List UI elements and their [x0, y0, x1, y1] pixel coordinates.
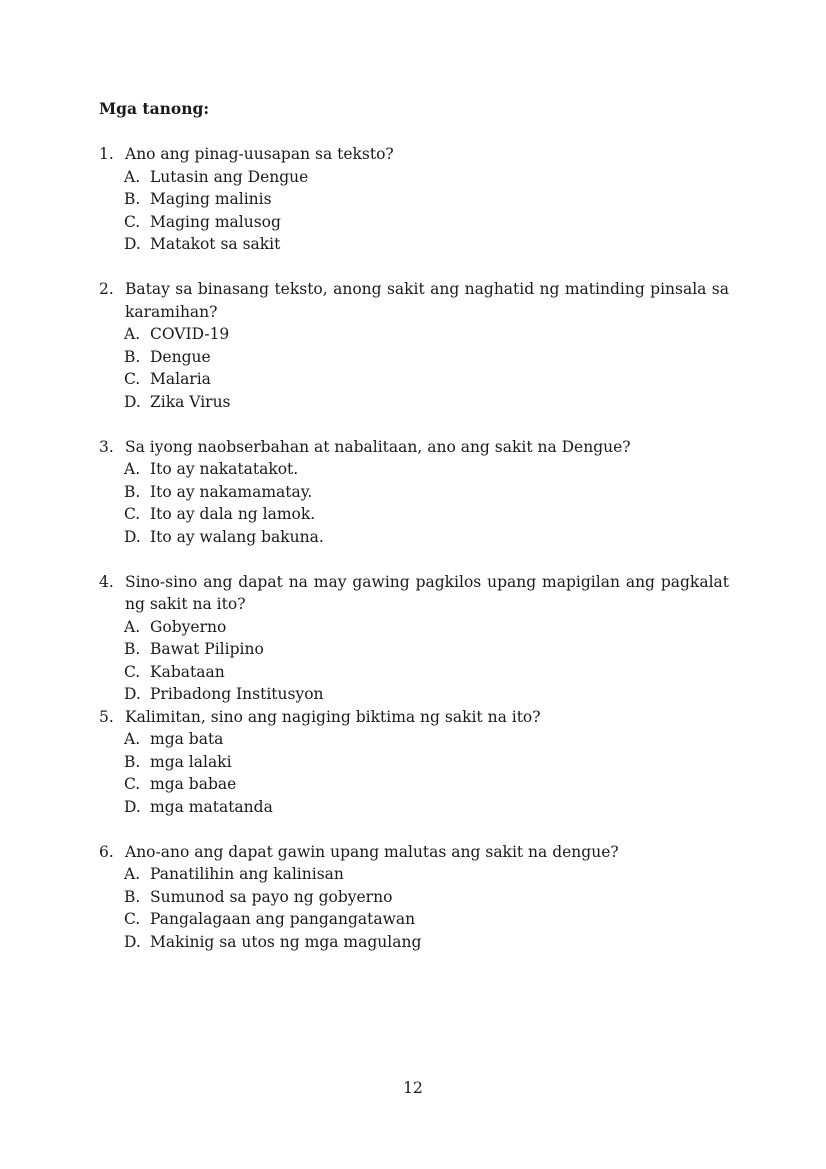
- option-row: [124, 503, 729, 526]
- option-row: [124, 751, 729, 774]
- option-text: Ito ay walang bakuna.: [150, 527, 324, 546]
- option-row: [124, 908, 729, 931]
- question-row: [99, 841, 729, 864]
- question-row: [99, 143, 729, 166]
- section-heading: Mga tanong:: [99, 99, 210, 118]
- option-letter: C.: [124, 212, 141, 231]
- option-row: [124, 368, 729, 391]
- options-list: [99, 323, 729, 413]
- option-row: [124, 886, 729, 909]
- option-row: [124, 458, 729, 481]
- option-row: [124, 526, 729, 549]
- option-letter: D.: [124, 235, 141, 253]
- option-row: [124, 233, 729, 256]
- option-row: [124, 188, 729, 211]
- option-letter: C.: [124, 370, 141, 388]
- option-letter: A.: [124, 617, 141, 636]
- option-letter: D.: [124, 527, 141, 546]
- option-text: Bawat Pilipino: [150, 640, 264, 658]
- question-item: [99, 143, 729, 256]
- option-row: [124, 683, 729, 706]
- option-letter: D.: [124, 932, 141, 951]
- option-letter: B.: [124, 482, 141, 501]
- question-item: [99, 841, 729, 954]
- option-text: Pribadong Institusyon: [150, 685, 324, 703]
- question-row: [99, 571, 729, 616]
- option-text: mga lalaki: [150, 752, 232, 771]
- option-text: mga matatanda: [150, 797, 273, 816]
- question-item: [99, 436, 729, 549]
- option-letter: D.: [124, 685, 141, 703]
- question-text: Sino-sino ang dapat na may gawing pagkilos upang mapigilan ang pagkalat ng sakit na ito?: [125, 572, 729, 613]
- option-text: Gobyerno: [150, 617, 227, 636]
- option-row: [124, 346, 729, 369]
- options-list: [99, 728, 729, 818]
- option-text: Zika Virus: [150, 392, 231, 411]
- option-letter: D.: [124, 797, 141, 816]
- option-text: Ito ay nakatatakot.: [150, 460, 299, 478]
- option-text: mga babae: [150, 775, 237, 793]
- questions-list: [99, 143, 729, 953]
- option-letter: D.: [124, 392, 141, 411]
- option-text: Maging malusog: [150, 212, 281, 231]
- question-number: 3.: [99, 437, 114, 456]
- option-text: mga bata: [150, 730, 224, 748]
- question-number: 5.: [99, 707, 114, 726]
- option-row: [124, 773, 729, 796]
- option-row: [124, 391, 729, 414]
- option-text: Kabataan: [150, 662, 225, 681]
- option-row: [124, 931, 729, 954]
- question-item: [99, 278, 729, 413]
- options-list: [99, 166, 729, 256]
- question-row: [99, 706, 729, 729]
- option-row: [124, 166, 729, 189]
- option-row: [124, 323, 729, 346]
- option-letter: A.: [124, 167, 141, 186]
- option-text: Malaria: [150, 370, 211, 388]
- option-letter: B.: [124, 887, 141, 906]
- option-text: Pangalagaan ang pangangatawan: [150, 910, 416, 928]
- page-number: 12: [403, 1079, 423, 1097]
- option-text: Matakot sa sakit: [150, 235, 281, 253]
- option-row: [124, 863, 729, 886]
- question-item: [99, 706, 729, 819]
- option-row: [124, 211, 729, 234]
- question-text: Kalimitan, sino ang nagiging biktima ng sakit na ito?: [125, 707, 541, 726]
- option-row: [124, 796, 729, 819]
- page-content: [99, 98, 729, 976]
- option-letter: A.: [124, 460, 141, 478]
- option-text: Ito ay dala ng lamok.: [150, 505, 316, 523]
- option-letter: B.: [124, 347, 141, 366]
- question-number: 4.: [99, 572, 114, 591]
- option-row: [124, 661, 729, 684]
- option-letter: B.: [124, 752, 141, 771]
- options-list: [99, 458, 729, 548]
- option-text: Ito ay nakamamatay.: [150, 482, 313, 501]
- question-row: [99, 436, 729, 459]
- option-letter: A.: [124, 865, 141, 883]
- options-list: [99, 863, 729, 953]
- option-letter: B.: [124, 190, 141, 208]
- option-text: Maging malinis: [150, 190, 272, 208]
- option-letter: B.: [124, 640, 141, 658]
- option-text: Panatilihin ang kalinisan: [150, 865, 344, 883]
- options-list: [99, 616, 729, 706]
- option-letter: C.: [124, 662, 141, 681]
- option-letter: A.: [124, 730, 141, 748]
- question-text: Ano-ano ang dapat gawin upang malutas ang sakit na dengue?: [125, 842, 619, 861]
- question-text: Sa iyong naobserbahan at nabalitaan, ano ang sakit na Dengue?: [125, 437, 631, 456]
- option-row: [124, 616, 729, 639]
- option-letter: C.: [124, 910, 141, 928]
- option-letter: A.: [124, 325, 141, 343]
- option-text: Dengue: [150, 347, 211, 366]
- question-item: [99, 571, 729, 706]
- option-text: Sumunod sa payo ng gobyerno: [150, 887, 393, 906]
- option-row: [124, 481, 729, 504]
- question-number: 6.: [99, 842, 114, 861]
- option-text: COVID-19: [150, 325, 230, 343]
- option-row: [124, 728, 729, 751]
- option-letter: C.: [124, 505, 141, 523]
- question-row: [99, 278, 729, 323]
- option-letter: C.: [124, 775, 141, 793]
- option-text: Makinig sa utos ng mga magulang: [150, 932, 422, 951]
- option-text: Lutasin ang Dengue: [150, 167, 309, 186]
- question-text: Ano ang pinag-uusapan sa teksto?: [125, 145, 394, 163]
- question-number: 2.: [99, 280, 114, 298]
- option-row: [124, 638, 729, 661]
- question-text: Batay sa binasang teksto, anong sakit ang naghatid ng matinding pinsala sa karamihan?: [125, 280, 729, 321]
- question-number: 1.: [99, 145, 114, 163]
